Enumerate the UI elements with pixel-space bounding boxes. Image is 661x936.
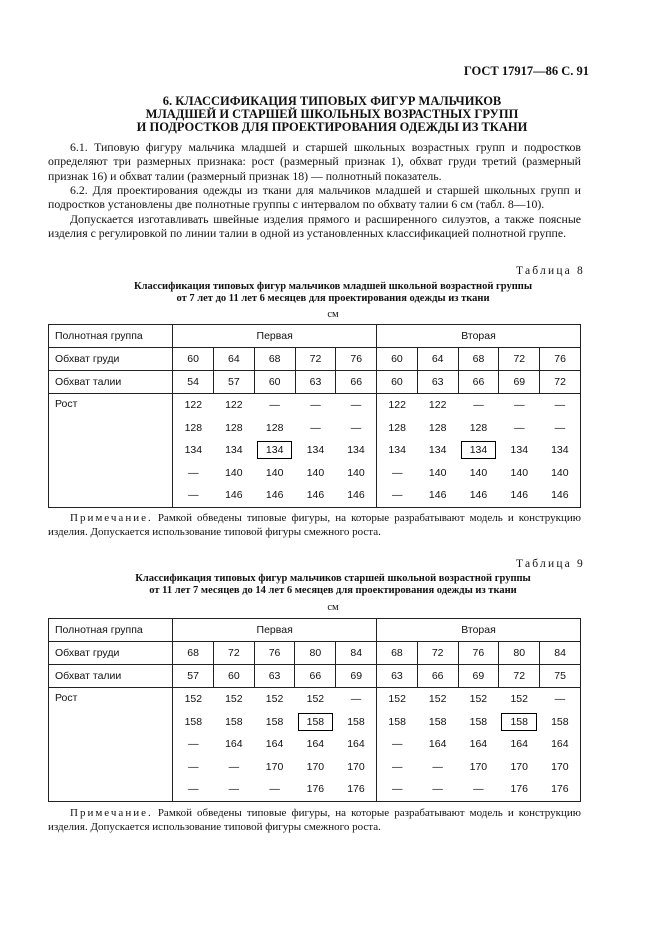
- section-title-line: 6. КЛАССИФИКАЦИЯ ТИПОВЫХ ФИГУР МАЛЬЧИКОВ: [162, 94, 502, 108]
- cell-value: 146: [551, 489, 569, 502]
- cell-value: 122: [184, 399, 203, 412]
- table-cell: 66: [417, 665, 458, 688]
- cell-value: —: [350, 693, 362, 706]
- cell-value: 158: [551, 715, 569, 728]
- table-cell: [540, 711, 581, 734]
- table-cell: [336, 439, 377, 462]
- table-cell: 64: [417, 348, 458, 371]
- table-cell: [540, 688, 581, 711]
- table-cell: [499, 394, 540, 417]
- table-cell: 66: [458, 371, 499, 394]
- row-label: Полнотная группа: [49, 325, 173, 348]
- cell-value: —: [188, 466, 199, 479]
- cell-value: 128: [388, 421, 406, 434]
- table-cell: [213, 462, 254, 485]
- group-header: Вторая: [377, 325, 581, 348]
- cell-value: 164: [510, 738, 528, 751]
- cell-value: —: [228, 783, 240, 796]
- cell-value: —: [310, 421, 321, 434]
- cell-value: —: [514, 399, 525, 412]
- table-cell: [377, 778, 418, 801]
- table-title-line: от 11 лет 7 месяцев до 14 лет 6 месяцев для проектирования одежды из ткани: [149, 585, 517, 596]
- table-cell: [213, 756, 254, 779]
- cell-value: 128: [428, 421, 447, 434]
- cell-value: —: [514, 421, 525, 434]
- paragraph: [48, 140, 581, 183]
- section-title-line: И ПОДРОСТКОВ ДЛЯ ПРОЕКТИРОВАНИЯ ОДЕЖДЫ ИЗ ТКАНИ: [136, 120, 528, 134]
- table-cell: [417, 439, 458, 462]
- table-cell: [336, 688, 377, 711]
- paragraph: [48, 212, 581, 241]
- table-cell: [295, 484, 336, 507]
- table-cell: [458, 778, 499, 801]
- table-cell: 69: [458, 665, 499, 688]
- table-note: [48, 807, 581, 834]
- table-cell: 80: [295, 642, 336, 665]
- cell-value: —: [391, 489, 403, 502]
- cell-value: 164: [469, 738, 488, 751]
- height-row: [49, 394, 581, 417]
- table-cell: [173, 439, 214, 462]
- classification-table: [48, 618, 581, 802]
- cell-value: 128: [225, 421, 243, 434]
- table-cell: [254, 733, 295, 756]
- table-cell: [377, 484, 418, 507]
- cell-value: 164: [225, 738, 243, 751]
- group-header: Первая: [173, 325, 377, 348]
- table-cell: 60: [377, 371, 418, 394]
- cell-value: —: [473, 399, 484, 412]
- table-cell: [499, 711, 540, 734]
- cell-value: 170: [306, 760, 325, 773]
- table-cell: [213, 394, 254, 417]
- cell-value: —: [391, 760, 403, 773]
- table-cell: [458, 756, 499, 779]
- table-cell: [254, 711, 295, 734]
- boxed-value: 158: [501, 713, 537, 731]
- boxed-value: 134: [461, 441, 497, 459]
- table-cell: [295, 711, 336, 734]
- table-cell: 66: [295, 665, 336, 688]
- cell-value: 170: [265, 760, 284, 773]
- cell-value: 152: [388, 693, 406, 706]
- table-title: [48, 573, 618, 597]
- table-cell: [173, 756, 214, 779]
- table-cell: 72: [499, 348, 540, 371]
- table-cell: [499, 688, 540, 711]
- table-cell: [417, 462, 458, 485]
- cell-value: —: [269, 783, 280, 796]
- table-cell: 60: [213, 665, 254, 688]
- table-cell: [254, 439, 295, 462]
- table-cell: [458, 439, 499, 462]
- table-cell: [377, 756, 418, 779]
- table-cell: [499, 756, 540, 779]
- cell-value: 134: [306, 444, 325, 457]
- cell-value: 122: [388, 399, 406, 412]
- table-cell: 60: [173, 348, 214, 371]
- cell-value: 164: [347, 738, 365, 751]
- group-header: Вторая: [377, 619, 581, 642]
- table-cell: 57: [213, 371, 254, 394]
- table-cell: 72: [295, 348, 336, 371]
- table-cell: 57: [173, 665, 214, 688]
- paragraph-text: 6.1. Типовую фигуру мальчика младшей и старшей школьных возрастных групп и подростков определяют три размерных признака: рост (размерный признак 1), обхват груди третий (размерный признак 16) и обхват талии (размерный признак 18) — полнотный показатель.: [48, 140, 581, 183]
- table-cell: [254, 484, 295, 507]
- cell-value: —: [269, 399, 280, 412]
- table-cell: [377, 688, 418, 711]
- table-cell: [417, 733, 458, 756]
- table-cell: 84: [540, 642, 581, 665]
- table-cell: [173, 733, 214, 756]
- table-cell: [336, 417, 377, 440]
- table-cell: 63: [295, 371, 336, 394]
- note-lead: Примечание.: [70, 512, 153, 524]
- table-cell: [213, 733, 254, 756]
- cell-value: 140: [306, 466, 325, 479]
- table-cell: [295, 417, 336, 440]
- table-caption: Таблица 8: [516, 265, 585, 277]
- table-cell: 69: [499, 371, 540, 394]
- cell-value: —: [310, 399, 321, 412]
- table-cell: [213, 778, 254, 801]
- table-cell: [377, 439, 418, 462]
- table-cell: [458, 484, 499, 507]
- cell-value: —: [432, 783, 443, 796]
- cell-value: 176: [347, 783, 365, 796]
- cell-value: 158: [347, 715, 365, 728]
- cell-value: —: [473, 783, 484, 796]
- table-cell: [377, 394, 418, 417]
- table-cell: [254, 417, 295, 440]
- cell-value: 170: [347, 760, 365, 773]
- table-cell: [295, 394, 336, 417]
- table-cell: [254, 756, 295, 779]
- cell-value: 158: [265, 715, 284, 728]
- table-note: [48, 512, 581, 539]
- table-cell: [336, 711, 377, 734]
- table-cell: 72: [213, 642, 254, 665]
- table-cell: [377, 417, 418, 440]
- cell-value: —: [188, 783, 199, 796]
- table-cell: [499, 484, 540, 507]
- unit-label: см: [327, 309, 339, 320]
- cell-value: 128: [265, 421, 284, 434]
- cell-value: 140: [510, 466, 529, 479]
- table-cell: [295, 688, 336, 711]
- cell-value: —: [350, 421, 362, 434]
- cell-value: 158: [469, 715, 488, 728]
- table-cell: 72: [417, 642, 458, 665]
- waist-row: [49, 665, 581, 688]
- cell-value: 140: [347, 466, 365, 479]
- cell-value: 152: [265, 693, 284, 706]
- table-cell: [458, 711, 499, 734]
- table-cell: [540, 462, 581, 485]
- cell-value: 146: [265, 489, 284, 502]
- cell-value: 158: [428, 715, 447, 728]
- cell-value: 176: [551, 783, 569, 796]
- cell-value: 122: [225, 399, 243, 412]
- cell-value: —: [432, 760, 443, 773]
- cell-value: 134: [225, 444, 243, 457]
- table-cell: [213, 439, 254, 462]
- table-cell: [540, 394, 581, 417]
- table-cell: 63: [254, 665, 295, 688]
- cell-value: 134: [551, 444, 569, 457]
- table-cell: [540, 439, 581, 462]
- row-label: Полнотная группа: [49, 619, 173, 642]
- cell-value: —: [554, 421, 566, 434]
- table-cell: 60: [377, 348, 418, 371]
- table-cell: [540, 417, 581, 440]
- cell-value: 134: [428, 444, 447, 457]
- cell-value: —: [391, 783, 403, 796]
- cell-value: 134: [184, 444, 203, 457]
- table-cell: [213, 417, 254, 440]
- cell-value: 140: [265, 466, 284, 479]
- table-cell: [458, 688, 499, 711]
- table-cell: [499, 417, 540, 440]
- table-cell: [377, 462, 418, 485]
- row-label: Рост: [49, 688, 173, 802]
- cell-value: —: [188, 760, 199, 773]
- table-cell: [295, 756, 336, 779]
- table-cell: [540, 756, 581, 779]
- group-row: [49, 619, 581, 642]
- table-cell: [377, 711, 418, 734]
- table-cell: 68: [173, 642, 214, 665]
- table-cell: [499, 778, 540, 801]
- cell-value: 170: [510, 760, 528, 773]
- table-cell: [458, 394, 499, 417]
- table-cell: [254, 394, 295, 417]
- cell-value: 140: [551, 466, 569, 479]
- row-label: Обхват талии: [49, 665, 173, 688]
- table-cell: 75: [540, 665, 581, 688]
- table-cell: 68: [458, 348, 499, 371]
- table-cell: [295, 439, 336, 462]
- table-cell: 68: [254, 348, 295, 371]
- cell-value: 164: [551, 738, 569, 751]
- classification-table: [48, 324, 581, 508]
- cell-value: 152: [428, 693, 447, 706]
- table-cell: [213, 484, 254, 507]
- cell-value: —: [228, 760, 240, 773]
- table-cell: [254, 462, 295, 485]
- table-cell: [540, 778, 581, 801]
- table-cell: 69: [336, 665, 377, 688]
- row-label: Обхват груди: [49, 348, 173, 371]
- table-cell: [254, 778, 295, 801]
- table-cell: [417, 756, 458, 779]
- table-cell: 63: [377, 665, 418, 688]
- boxed-value: 134: [257, 441, 293, 459]
- row-label: Обхват талии: [49, 371, 173, 394]
- table-cell: [458, 462, 499, 485]
- cell-value: 146: [510, 489, 529, 502]
- table-cell: [417, 688, 458, 711]
- cell-value: —: [188, 489, 199, 502]
- table-cell: [173, 688, 214, 711]
- table-cell: [499, 462, 540, 485]
- cell-value: 134: [347, 444, 365, 457]
- paragraph-text: 6.2. Для проектирования одежды из ткани для мальчиков младшей и старшей школьных групп и подростков установлены две полнотные группы с интервалом по обхвату талии 6 см (табл. 8—10).: [48, 183, 581, 212]
- chest-row: [49, 348, 581, 371]
- cell-value: 146: [347, 489, 365, 502]
- cell-value: 164: [265, 738, 284, 751]
- height-row: [49, 688, 581, 711]
- table-cell: 64: [213, 348, 254, 371]
- table-cell: [336, 462, 377, 485]
- row-label: Обхват груди: [49, 642, 173, 665]
- note-text: Рамкой обведены типовые фигуры, на которые разрабатывают модель и конструкцию изделия. Допускается использование типовой фигуры смежного роста.: [48, 512, 581, 538]
- table-title-line: от 7 лет до 11 лет 6 месяцев для проектирования одежды из ткани: [176, 293, 490, 304]
- table-cell: [173, 484, 214, 507]
- cell-value: 140: [225, 466, 243, 479]
- table-cell: 72: [499, 665, 540, 688]
- section-title-line: МЛАДШЕЙ И СТАРШЕЙ ШКОЛЬНЫХ ВОЗРАСТНЫХ ГРУПП: [145, 107, 519, 121]
- table-cell: [173, 711, 214, 734]
- table-cell: 76: [540, 348, 581, 371]
- section-title: [48, 95, 616, 134]
- table-cell: 60: [254, 371, 295, 394]
- cell-value: 128: [184, 421, 203, 434]
- cell-value: 128: [469, 421, 488, 434]
- table-cell: [417, 417, 458, 440]
- cell-value: 140: [469, 466, 488, 479]
- table-cell: [173, 778, 214, 801]
- table-caption: Таблица 9: [516, 558, 585, 570]
- table-cell: 76: [336, 348, 377, 371]
- row-label: Рост: [49, 394, 173, 508]
- cell-value: —: [188, 738, 199, 751]
- table-cell: 84: [336, 642, 377, 665]
- cell-value: —: [554, 693, 566, 706]
- group-header: Первая: [173, 619, 377, 642]
- page-header: ГОСТ 17917—86 С. 91: [463, 64, 589, 78]
- table-cell: [540, 484, 581, 507]
- table-cell: [417, 484, 458, 507]
- cell-value: 134: [388, 444, 406, 457]
- cell-value: 152: [469, 693, 488, 706]
- cell-value: —: [391, 466, 403, 479]
- table-cell: [173, 462, 214, 485]
- cell-value: 158: [225, 715, 243, 728]
- cell-value: 158: [388, 715, 406, 728]
- table-cell: 68: [377, 642, 418, 665]
- cell-value: 146: [225, 489, 243, 502]
- table-cell: 63: [417, 371, 458, 394]
- table-cell: [417, 778, 458, 801]
- cell-value: 140: [428, 466, 447, 479]
- cell-value: 152: [184, 693, 203, 706]
- cell-value: 152: [225, 693, 243, 706]
- note-text: Рамкой обведены типовые фигуры, на которые разрабатывают модель и конструкцию изделия. Допускается использование типовой фигуры смежного роста.: [48, 807, 581, 833]
- cell-value: 146: [469, 489, 488, 502]
- table-cell: [499, 733, 540, 756]
- table-cell: [213, 688, 254, 711]
- table-cell: 76: [254, 642, 295, 665]
- table-cell: [458, 417, 499, 440]
- chest-row: [49, 642, 581, 665]
- table-cell: [213, 711, 254, 734]
- table-cell: [173, 394, 214, 417]
- table-cell: 54: [173, 371, 214, 394]
- cell-value: —: [350, 399, 362, 412]
- note-lead: Примечание.: [70, 807, 153, 819]
- paragraph-text: Допускается изготавливать швейные изделия прямого и расширенного силуэтов, а также поясные изделия с регулировкой по линии талии в одной из установленных классификацией полнотной группе.: [48, 212, 581, 241]
- table-cell: [336, 756, 377, 779]
- table-cell: [295, 733, 336, 756]
- cell-value: 152: [510, 693, 528, 706]
- table-cell: 80: [499, 642, 540, 665]
- table-title-line: Классификация типовых фигур мальчиков старшей школьной возрастной группы: [135, 573, 531, 584]
- table-cell: [377, 733, 418, 756]
- table-cell: [540, 733, 581, 756]
- cell-value: 158: [184, 715, 203, 728]
- cell-value: 164: [428, 738, 447, 751]
- table-cell: [336, 484, 377, 507]
- table-cell: [173, 417, 214, 440]
- cell-value: 170: [551, 760, 569, 773]
- cell-value: 134: [510, 444, 529, 457]
- table-cell: [499, 439, 540, 462]
- paragraph: [48, 183, 581, 212]
- unit-label: см: [327, 602, 339, 613]
- table-title: [48, 281, 618, 305]
- cell-value: 146: [306, 489, 325, 502]
- table-cell: [417, 394, 458, 417]
- cell-value: 164: [306, 738, 325, 751]
- cell-value: 176: [306, 783, 325, 796]
- table-cell: 66: [336, 371, 377, 394]
- table-title-line: Классификация типовых фигур мальчиков младшей школьной возрастной группы: [133, 281, 533, 292]
- group-row: [49, 325, 581, 348]
- waist-row: [49, 371, 581, 394]
- table-cell: [295, 462, 336, 485]
- cell-value: —: [554, 399, 566, 412]
- cell-value: 176: [510, 783, 528, 796]
- table-cell: [336, 778, 377, 801]
- table-cell: [295, 778, 336, 801]
- cell-value: —: [391, 738, 403, 751]
- table-cell: [254, 688, 295, 711]
- table-cell: [458, 733, 499, 756]
- cell-value: 152: [306, 693, 325, 706]
- table-cell: 76: [458, 642, 499, 665]
- table-cell: [336, 733, 377, 756]
- table-cell: 72: [540, 371, 581, 394]
- table-cell: [417, 711, 458, 734]
- table-cell: [336, 394, 377, 417]
- cell-value: 170: [469, 760, 488, 773]
- cell-value: 122: [428, 399, 447, 412]
- cell-value: 146: [428, 489, 447, 502]
- boxed-value: 158: [298, 713, 334, 731]
